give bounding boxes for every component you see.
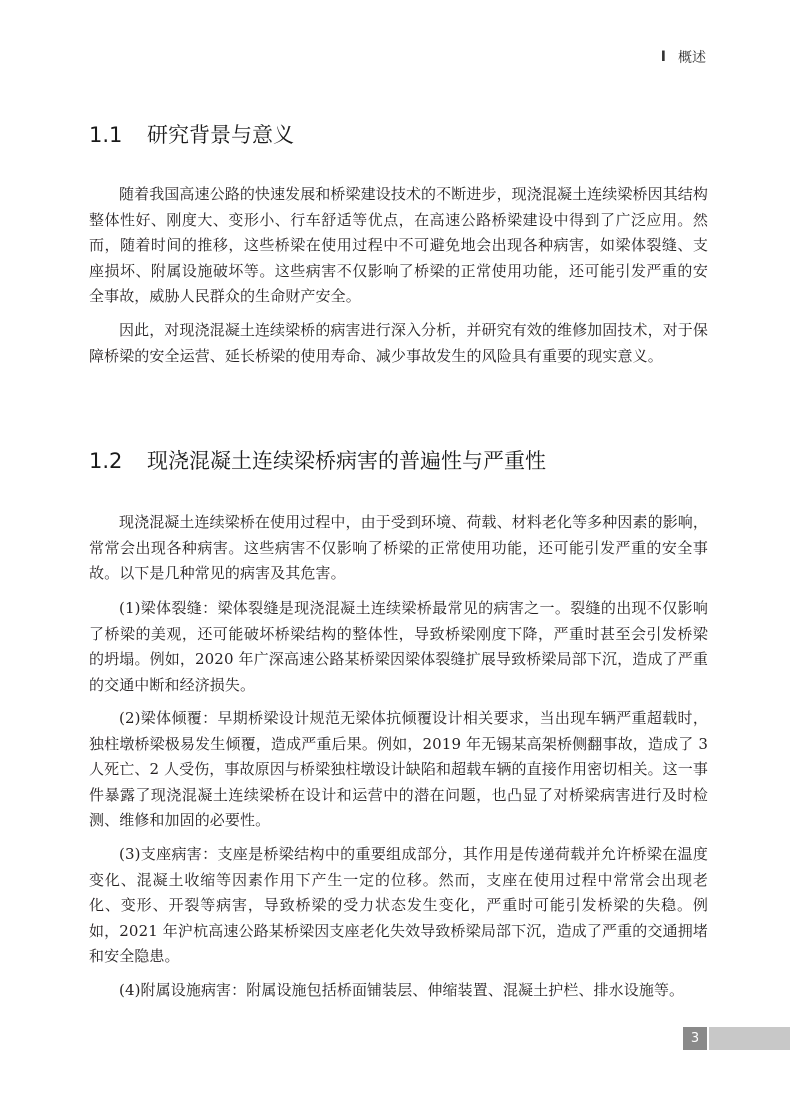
chapter-number: I (660, 49, 666, 65)
section-heading-1-2 (89, 445, 546, 475)
paragraph: (4)附属设施病害：附属设施包括桥面铺装层、伸缩装置、混凝土护栏、排水设施等。 (119, 981, 685, 999)
section-heading-1-1 (89, 119, 294, 149)
paragraph: 因此，对现浇混凝土连续梁桥的病害进行深入分析，并研究有效的维修加固技术，对于保障桥梁的安全运营、延长桥梁的使用寿命、减少事故发生的风险具有重要的现实意义。 (89, 321, 708, 365)
paragraph: (3)支座病害：支座是桥梁结构中的重要组成部分，其作用是传递荷载并允许桥梁在温度变化、混凝土收缩等因素作用下产生一定的位移。然而，支座在使用过程中常常会出现老化、变形、开裂等病害，导致桥梁的受力状态发生变化，严重时可能引发桥梁的失稳。例如，2021 年沪杭高速公路某桥梁因支座老化失效导致桥梁局部下沉，造成了严重的交通拥堵和安全隐患。 (89, 845, 708, 966)
section-title: 现浇混凝土连续梁桥病害的普遍性与严重性 (147, 449, 546, 473)
chapter-title: 概述 (678, 50, 706, 66)
running-head (661, 47, 706, 67)
section-number: 1.2 (89, 449, 123, 473)
page-footer-bar (709, 1027, 790, 1050)
section-number: 1.1 (89, 123, 123, 147)
section-title: 研究背景与意义 (147, 123, 294, 147)
paragraph: (1)梁体裂缝：梁体裂缝是现浇混凝土连续梁桥最常见的病害之一。裂缝的出现不仅影响了桥梁的美观，还可能破坏桥梁结构的整体性，导致桥梁刚度下降，严重时甚至会引发桥梁的坍塌。例如，2020 年广深高速公路某桥梁因梁体裂缝扩展导致桥梁局部下沉，造成了严重的交通中断和经济损失。 (89, 599, 708, 694)
paragraph: 现浇混凝土连续梁桥在使用过程中，由于受到环境、荷载、材料老化等多种因素的影响，常常会出现各种病害。这些病害不仅影响了桥梁的正常使用功能，还可能引发严重的安全事故。以下是几种常见的病害及其危害。 (89, 513, 708, 583)
page-number: 3 (683, 1027, 707, 1050)
paragraph: (2)梁体倾覆：早期桥梁设计规范无梁体抗倾覆设计相关要求，当出现车辆严重超载时，独柱墩桥梁极易发生倾覆，造成严重后果。例如，2019 年无锡某高架桥侧翻事故，造成了 3 人死亡、2 人受伤，事故原因与桥梁独柱墩设计缺陷和超载车辆的直接作用密切相关。这一事件暴露了现浇混凝土连续梁桥在设计和运营中的潜在问题，也凸显了对桥梁病害进行及时检测、维修和加固的必要性。 (89, 709, 708, 830)
paragraph: 随着我国高速公路的快速发展和桥梁建设技术的不断进步，现浇混凝土连续梁桥因其结构整体性好、刚度大、变形小、行车舒适等优点，在高速公路桥梁建设中得到了广泛应用。然而，随着时间的推移，这些桥梁在使用过程中不可避免地会出现各种病害，如梁体裂缝、支座损坏、附属设施破坏等。这些病害不仅影响了桥梁的正常使用功能，还可能引发严重的安全事故，威胁人民群众的生命财产安全。 (89, 185, 708, 306)
